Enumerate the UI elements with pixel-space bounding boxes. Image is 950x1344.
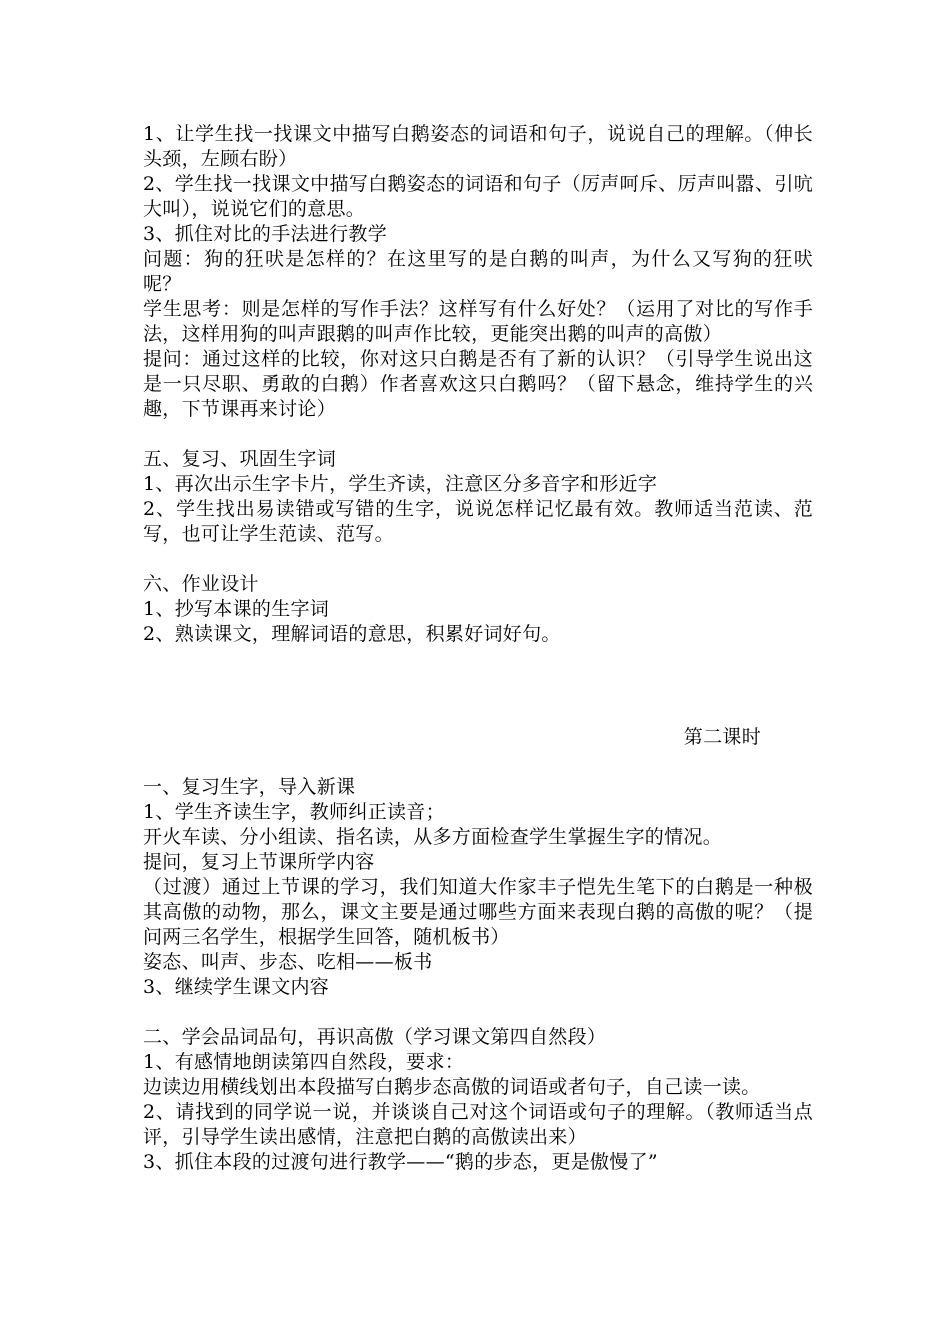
paragraph: 提问：通过这样的比较，你对这只白鹅是否有了新的认识？（引导学生说出这是一只尽职、勇敢的白鹅）作者喜欢这只白鹅吗？（留下悬念，维持学生的兴趣，下节课再来讨论） (143, 348, 813, 420)
section-heading: 一、复习生字，导入新课 (143, 776, 356, 798)
document-body (143, 122, 813, 1175)
blank-line (143, 750, 813, 775)
section-heading: 六、作业设计 (143, 573, 259, 595)
paragraph: 1、学生齐读生字，教师纠正读音； (143, 801, 445, 823)
paragraph: 边读边用横线划出本段描写白鹅步态高傲的词语或者句子，自己读一读。 (143, 1076, 761, 1098)
blank-line (143, 547, 813, 572)
paragraph: 3、抓住对比的手法进行教学 (143, 223, 387, 245)
paragraph: 1、抄写本课的生字词 (143, 598, 330, 620)
paragraph: 1、让学生找一找课文中描写白鹅姿态的词语和句子，说说自己的理解。（伸长头颈，左顾右盼） (143, 123, 813, 170)
paragraph: 3、继续学生课文内容 (143, 976, 330, 998)
paragraph: 2、学生找一找课文中描写白鹅姿态的词语和句子（厉声呵斥、厉声叫嚣、引吭大叫），说说它们的意思。 (143, 173, 813, 220)
paragraph: 2、学生找出易读错或写错的生字，说说怎样记忆最有效。教师适当范读、范写，也可让学生范读、范写。 (143, 498, 813, 545)
paragraph: 1、再次出示生字卡片，学生齐读，注意区分多音字和形近字 (143, 473, 658, 495)
paragraph: 2、请找到的同学说一说，并谈谈自己对这个词语或句子的理解。（教师适当点评，引导学生读出感情，注意把白鹅的高傲读出来） (143, 1101, 813, 1148)
paragraph: 3、抓住本段的过渡句进行教学——“鹅的步态，更是傲慢了” (143, 1151, 658, 1173)
paragraph: 开火车读、分小组读、指名读，从多方面检查学生掌握生字的情况。 (143, 826, 723, 848)
paragraph: 2、熟读课文，理解词语的意思，积累好词好句。 (143, 623, 561, 645)
paragraph: 1、有感情地朗读第四自然段，要求： (143, 1051, 465, 1073)
paragraph: 问题：狗的狂吠是怎样的？在这里写的是白鹅的叫声，为什么又写狗的狂吠呢？ (143, 248, 813, 295)
paragraph: 提问，复习上节课所学内容 (143, 851, 375, 873)
paragraph: 学生思考：则是怎样的写作手法？这样写有什么好处？（运用了对比的写作手法，这样用狗的叫声跟鹅的叫声作比较，更能突出鹅的叫声的高傲） (143, 298, 813, 345)
blank-space (143, 647, 813, 725)
paragraph: 姿态、叫声、步态、吃相——板书 (143, 951, 433, 973)
paragraph: （过渡）通过上节课的学习，我们知道大作家丰子恺先生笔下的白鹅是一种极其高傲的动物，那么，课文主要是通过哪些方面来表现白鹅的高傲的呢？（提问两三名学生，根据学生回答，随机板书） (143, 876, 813, 948)
section-heading: 二、学会品词品句，再识高傲（学习课文第四自然段） (143, 1026, 607, 1048)
section-heading: 五、复习、巩固生字词 (143, 448, 337, 470)
blank-line (143, 422, 813, 447)
blank-line (143, 1000, 813, 1025)
lesson-title: 第二课时 (683, 726, 761, 748)
